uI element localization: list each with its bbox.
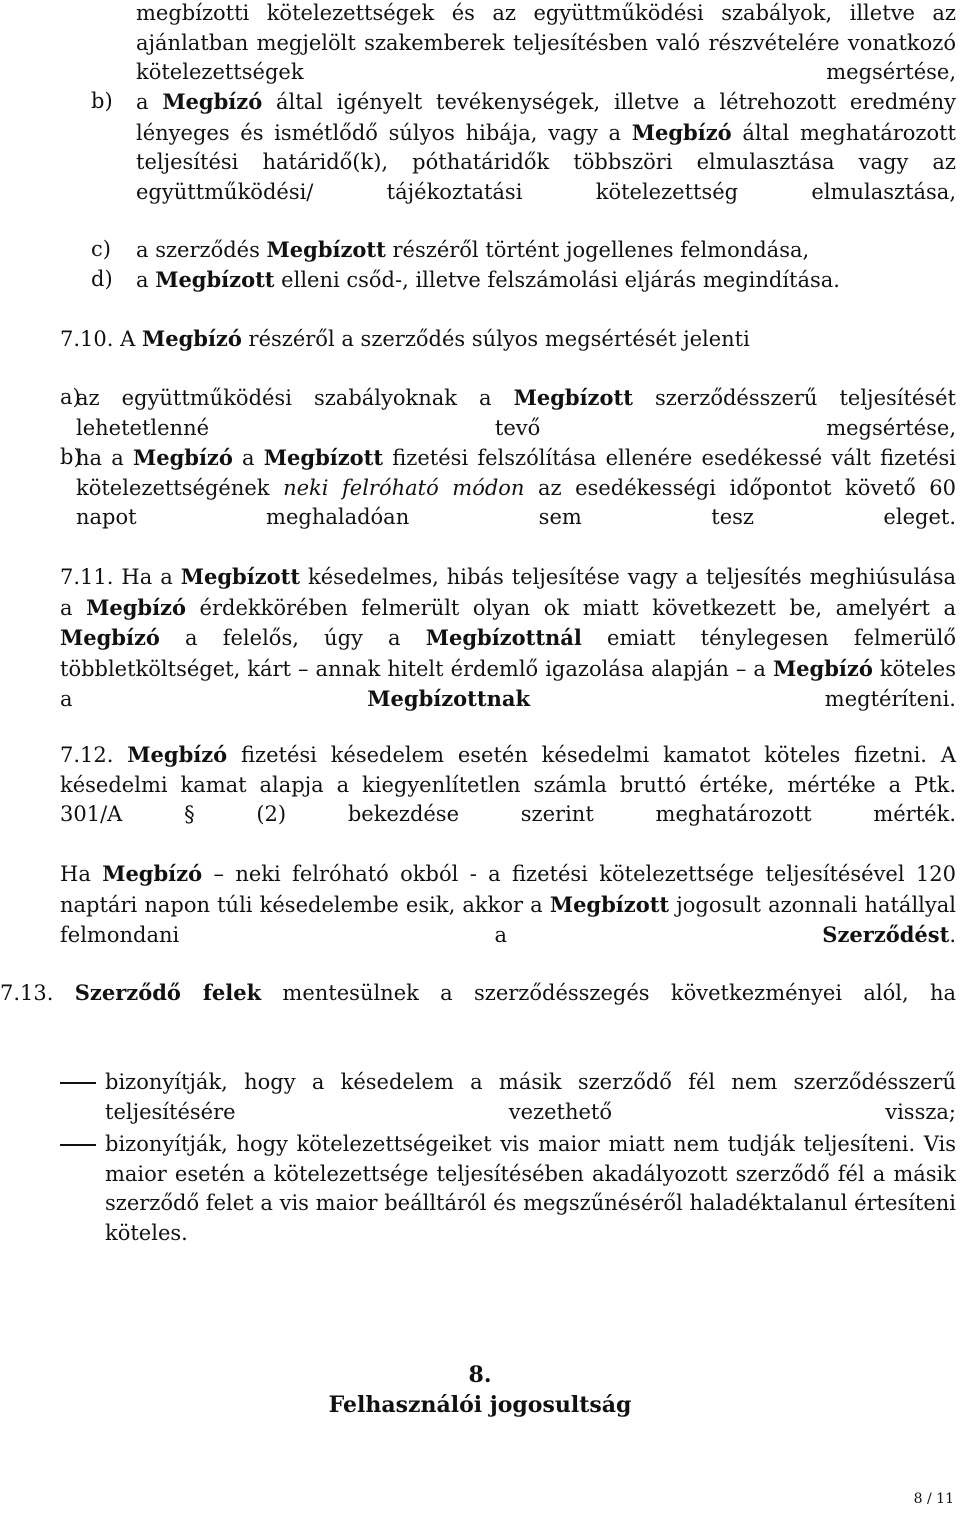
- section-number: 7.12.: [60, 743, 114, 767]
- section-8-title: Felhasználói jogosultság: [328, 1392, 632, 1418]
- bullet-dash: [60, 1082, 96, 1084]
- section-7-12-paragraph-2: Ha Megbízó – neki felróható okból - a fizetési kötelezettsége teljesítésével 120 naptári napon túli késedelembe esik, akkor a Megbízott jogosult azonnali hatállyal felmondani a Szerződést.: [60, 861, 956, 948]
- list-label-a: a): [60, 385, 81, 409]
- section-7-12: 7.12. Megbízó fizetési késedelem esetén késedelmi kamatot köteles fizetni. A késedelmi kamat alapja a kiegyenlítetlen számla bruttó értéke, mértéke a Ptk. 301/A § (2) bekezdése szerint meghatározott mérték.: [60, 742, 956, 827]
- section-number: 7.11.: [60, 565, 114, 589]
- list-item-a-continuation: megbízotti kötelezettségek és az együttműködési szabályok, illetve az ajánlatban megjelölt szakemberek teljesítésben való részvételére vonatkozó kötelezettségek megsértése,: [136, 1, 956, 85]
- bullet-item-2: bizonyítják, hogy kötelezettségeiket vis maior miatt nem tudják teljesíteni. Vis maior esetén a kötelezettsége teljesítésében akadályozott szerződő fél a másik szerződő felet a vis maior beálltáról és megszűnéséről haladéktalanul értesíteni köteles.: [105, 1132, 956, 1245]
- bullet-dash: [60, 1144, 96, 1146]
- section-7-11: 7.11. Ha a Megbízott késedelmes, hibás teljesítése vagy a teljesítés meghiúsulása a Megbízó érdekkörében felmerült olyan ok miatt következett be, amelyért a Megbízó a felelős, úgy a Megbízottnál emiatt ténylegesen felmerülő többletköltséget, kárt – annak hitelt érdemlő igazolása alapján – a Megbízó köteles a Megbízottnak megtéríteni.: [60, 564, 957, 712]
- list-item-b: a Megbízó által igényelt tevékenységek, illetve a létrehozott eredmény lényeges és ismétlődő súlyos hibája, vagy a Megbízó által meghatározott teljesítési határidő(k), póthatáridők többszöri elmulasztása vagy az együttműködési/ tájékoztatási kötelezettség elmulasztása,: [136, 89, 956, 204]
- section-number: 7.13.: [0, 981, 54, 1005]
- section-7-13: 7.13. Szerződő felek mentesülnek a szerződésszegés következményei alól, ha: [0, 980, 956, 1005]
- section-7-10-intro: 7.10. A Megbízó részéről a szerződés súlyos megsértését jelenti: [60, 326, 750, 351]
- list-item-c: a szerződés Megbízott részéről történt jogellenes felmondása,: [136, 237, 810, 262]
- list-label-b: b): [91, 89, 113, 113]
- list-label-b: b): [60, 445, 82, 469]
- page-number: 8 / 11: [913, 1491, 954, 1507]
- list-label-c: c): [91, 237, 111, 261]
- section-8-number: 8.: [468, 1362, 492, 1388]
- list-item-d: a Megbízott elleni csőd-, illetve felszámolási eljárás megindítása.: [136, 267, 840, 292]
- section-7-10-item-b: ha a Megbízó a Megbízott fizetési felszólítása ellenére esedékessé vált fizetési kötelezettségének neki felróható módon az esedékességi időpontot követő 60 napot meghaladóan sem tesz eleget.: [76, 445, 956, 530]
- section-number: 7.10.: [60, 327, 114, 351]
- bullet-item-1: bizonyítják, hogy a késedelem a másik szerződő fél nem szerződésszerű teljesítésére vezethető vissza;: [105, 1070, 956, 1124]
- list-label-d: d): [91, 267, 113, 291]
- section-7-10-item-a: az együttműködési szabályoknak a Megbízott szerződésszerű teljesítését lehetetlenné tevő megsértése,: [76, 385, 956, 440]
